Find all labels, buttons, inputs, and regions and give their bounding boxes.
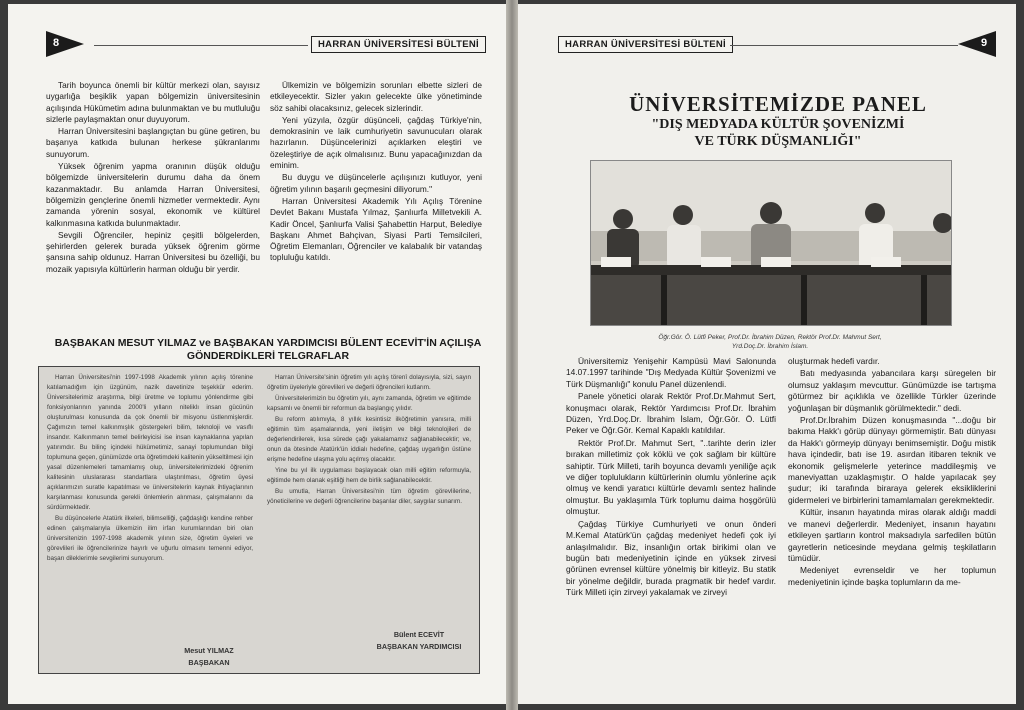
paragraph: oluşturmak hedefi vardır.: [788, 356, 880, 366]
paragraph: Yüksek öğrenim yapma oranının düşük olduğu bölgemizde üniversitelerin durumu daha da önem kazanmaktadır. Bu anlamda Harran Üniversitesi, bölgemizin gençlerine önemli hizmetler vermektedir. Aynı zamanda yörenin sosyal, ekonomik ve kültürel kalkınmasına katkıda bulunmaktadır.: [46, 161, 260, 228]
title-line: ÜNİVERSİTEMİZDE PANEL: [629, 92, 927, 116]
paragraph: Kültür, insanın hayatında miras olarak aldığı maddi ve manevi değerlerdir. Medeniyet, insanın hayatını etkileyen şartların kontrol maksadıyla sarfedilen bütün gayretlerin neticesinde meydana gelmiş teşkilatların tümüdür.: [788, 507, 996, 563]
paragraph: Yine bu yıl ilk uygulaması başlayacak olan milli eğitim reformuyla, eğitimde hem olanak eşitliği hem de birlik sağlanabilecektir.: [267, 467, 471, 484]
page-number: 8: [53, 37, 60, 49]
paragraph: Yeni yüzyıla, özgür düşünceli, çağdaş Türkiye'nin, demokrasinin ve laik cumhuriyetin savunucuları olarak hazırlanın. Düşüncelerinizi açıklarken eleştiri ve özeleştiriye de açık olmalısınız. Bunu yapacağınızdan da eminim.: [270, 114, 482, 171]
paragraph: Harran Üniversitesi'nin 1997-1998 Akademik yılının açılış törenine katılamadığım için üzgünüm, nazik davetinize teşekkür ederim. Üniversitelerimiz araştırma, bilgi üretme ve toplumu yönlendirme gibi fonksiyonlarının yanında 2000'li yılların niteliklı insan gücünün oluşturulması konusunda da çok önemli bir misyonu üstlenmişlerdir. Çağımızın temel kalkınmışlık göstergeleri bilim, teknoloji ve vasıflı insandır. Kalkınmanın temel belirleyicisi ise insan kaynaklarına yapılan yatırımdır. Bu bilinç içindeki hükümetimiz, sanayi toplumundan bilgi toplumuna geçen, günümüzde orta öğretimdeki kalitenin yükseltilmesi için yasal düzenlemeleri tamamlamış olup, üniversitelerimizdeki öğrenim kalitesinin uluslararası standartlara ulaştırılması, öğretim üyesi açıklarımızın suratle kapatılması ve üniversitelerin kaynak ihtiyaçlarının karşılanması konusunda gerekli önlemlerin alınması, çalışmalarını da sürdürmektedir.: [47, 374, 253, 511]
paragraph: Medeniyet evrenseldir ve her toplumun medeniyetinin içinde başka toplumların da me-: [788, 565, 996, 587]
caption-line: Öğr.Gör. Ö. Lütfi Peker, Prof.Dr. İbrahim Düzen, Rektör Prof.Dr. Mahmut Sert,: [658, 334, 882, 341]
book-gutter: [506, 0, 518, 710]
header-rule: [94, 45, 308, 46]
paragraph: Bu düşüncelerle Atatürk ilkeleri, bilimselliği, çağdaşlığı kendine rehber edinen çalışmalarıyla ülkemizin ilim irfan kurumlarından biri olan üniversitenizin 1997-1998 akademik yılının size, öğretim üyeleri ve görevlileri ile öğrencilerinize hayırlı ve uğurlu olmasını temenni ediyor, başarı dileklerimle sevgilerimi sunuyorum.: [47, 515, 253, 562]
header-rule: [730, 45, 958, 46]
paragraph: Üniversitelerimizin bu öğretim yılı, aynı zamanda, öğretim ve eğitimde kapsamlı ve önemli bir reformun da başlangıç yılıdır.: [267, 395, 471, 412]
article-column-2: [788, 356, 996, 589]
paragraph: Çağdaş Türkiye Cumhuriyeti ve onun önderi M.Kemal Atatürk'ün çağdaş medeniyet hedefi çok iyi anlaşılmalıdır. Biz, insanlığın ortak birikimi olan ve bugün batı medeniyetinin içinde en yüksek zirvesi görünen evrensel kültüre yönelmiş bir kitleyiz. Bu statik bir yönelme değildir, burada pragmatik bir hedef vardır. Türk Milleti için zirveyi yakalamak ve zirveyi: [566, 518, 776, 598]
page-number-badge: [46, 31, 84, 57]
paragraph: Bu reform atılımıyla, 8 yıllık kesintisiz ilköğretimin yanısıra, milli eğitimin tüm aşamalarında, yeni iletişim ve bilgi teknolojileri de değerlendirilerek, kısa sürede çağı yakalamamız sağlanabilecektir; ve, onun da ötesinde Atatürk'ün iddialı hedefine, çağdaş uygarlığın üstüne erişme hedefine ulaşma yolu açılmış olacaktır.: [267, 416, 471, 463]
page-arrow-icon: [46, 31, 84, 57]
telegram-ecevit: [267, 373, 471, 508]
left-page: [8, 4, 506, 704]
paragraph: Batı medyasında yabancılara karşı süregelen bir olumsuz yaklaşım mevcuttur. Günümüzde ise tartışma götürmez bir açıklıkla ve özellikle Türkler üzerinde yoğunlaşan bir düşmanlık görülmektedir." dedi.: [788, 368, 996, 413]
paragraph: Harran Üniversitesini başlangıçtan bu güne getiren, bu başarıya katkıda bulunan herkese şükranlarımı sunuyorum.: [46, 126, 260, 159]
paragraph: Sevgili Öğrenciler, hepiniz çeşitli bölgelerden, şehirlerden gelerek burada yüksek öğrenim görme şansına sahip oldunuz. Harran Üniversitesi bu özelliği, bu mozaik yapısıyla kültürlerin harman olduğu bir yerdir.: [46, 229, 260, 274]
title-line: "DIŞ MEDYADA KÜLTÜR ŞOVENİZMİ: [651, 117, 905, 132]
paragraph: Üniversitemiz Yenişehir Kampüsü Mavi Salonunda 14.07.1997 tarihinde "Dış Medyada Kültür Şovenizmi ve Türk Düşmanlığı" konulu Panel düzenlendi.: [566, 356, 776, 389]
photo-caption: [610, 334, 930, 351]
paragraph: Ülkemizin ve bölgemizin sorunları elbette sizleri de etkileyecektir. Sizler yakın gelecekte ülke yönetiminde söz sahibi olacaksınız, gelecek sizlerindir.: [270, 80, 482, 113]
paragraph: Panele yönetici olarak Rektör Prof.Dr.Mahmut Sert, konuşmacı olarak, Rektör Yardımcısı Prof.Dr. İbrahim Düzen, Yrd.Doç.Dr. İbrahim İslam, Öğr.Gör. Ö. Lütfi Peker ve Öğr.Gör. Kemal Kapaklı katıldılar.: [566, 391, 776, 436]
signature-yilmaz: [149, 645, 269, 669]
panel-photo-image: [591, 161, 951, 325]
intro-column-2: [270, 80, 482, 265]
page-arrow-icon: [958, 31, 996, 57]
signer-title: BAŞBAKAN YARDIMCISI: [376, 642, 462, 651]
paragraph: Tarih boyunca önemli bir kültür merkezi olan, sayısız uygarlığa beşiklik yapan bölgemizin üniversitesinin açılışında Hükümetim adına bulunmaktan ve bu mutluluğu sizlerle paylaşmaktan onur duyuyorum.: [46, 80, 260, 124]
paragraph: Bu umutla, Harran Üniversitesi'nin tüm öğretim görevlilerine, yöneticilerine ve değerli öğrencilerine başarılar diler, saygılar sunarım.: [267, 488, 471, 505]
paragraph: Bu duygu ve düşüncelerle açılışınızı kutluyor, yeni öğretim yılının başarılı geçmesini diliyorum.": [270, 172, 482, 194]
signature-ecevit: [359, 629, 479, 653]
right-page: [518, 4, 1016, 704]
paragraph: Rektör Prof.Dr. Mahmut Sert, "..tarihte derin izler bırakan milletimiz çok köklü ve çok sağlam bir kültüre sahiptir. Türk Milleti, tarih boyunca devamlı yeniliğe açık ve diğer toplulukların kültürlerinin olumlu yönlerine açık olmuş ve kendi yaratıcı kültürle devamlı sentez halinde olmuştur. Bu yaklaşımla Türk toplumu daima hoşgörülü olmuştur.: [566, 437, 776, 517]
paragraph: Harran Üniversitesi Akademik Yılı Açılış Törenine Devlet Bakanı Mustafa Yılmaz, Şanlıurfa Milletvekili A. Kadir Öncel, Şanlıurfa Valisi Şahabettin Harput, Belediye Başkanı Ahmet Bahçivan, Siyasi Parti Temsilcileri, Öğretim Elemanları, Öğrenciler ve kalabalık bir vatandaş topluluğu katıldı.: [270, 195, 482, 263]
intro-column-1: [46, 80, 260, 276]
page-number: 9: [981, 37, 988, 49]
signer-name: Mesut YILMAZ: [184, 646, 234, 655]
panel-photo: [590, 160, 952, 326]
telegram-section-title: BAŞBAKAN MESUT YILMAZ ve BAŞBAKAN YARDIMCISI BÜLENT ECEVİT'İN AÇILIŞA GÖNDERDİKLERİ TELGRAFLAR: [54, 337, 482, 362]
page-number-badge: [958, 31, 996, 57]
caption-line: Yrd.Doç.Dr. İbrahim İslam.: [731, 342, 809, 350]
bulletin-header: HARRAN ÜNİVERSİTESİ BÜLTENİ: [558, 36, 733, 53]
paragraph: Prof.Dr.İbrahim Düzen konuşmasında "...doğu bir bakıma Hakk'ı görüp dünyayı görmemiştir. Batı dünyası da Hakk'ı görmeyip dünyayı benimsemiştir. Doğu mistik hava içindedir, batı ise 19. asırdan itibaren teknik ve ekonomik gelişmelerle yeterince maddileşmiş ve maneviyattan uzaklaşmıştır. O halde yapılacak şey şudur; iki tarafında biraraya gelerek eksikliklerini gidermeleri ve birbirlerini tamamlamaları gerekmektedir.: [788, 415, 996, 505]
article-title: [578, 92, 978, 150]
title-line: VE TÜRK DÜŞMANLIĞI": [694, 134, 862, 149]
bulletin-header: HARRAN ÜNİVERSİTESİ BÜLTENİ: [311, 36, 486, 53]
telegram-yilmaz: [47, 373, 253, 565]
signer-name: Bülent ECEVİT: [393, 630, 445, 639]
paragraph: Harran Üniversite'sinin öğretim yılı açılış törenî dolayısıyla, sizi, sayın öğretim üyeleriyle görevlileri ve değerli öğrencileri kutlarım.: [267, 374, 471, 391]
telegram-box: [38, 366, 480, 674]
signer-title: BAŞBAKAN: [188, 658, 230, 667]
article-column-1: [566, 356, 776, 600]
